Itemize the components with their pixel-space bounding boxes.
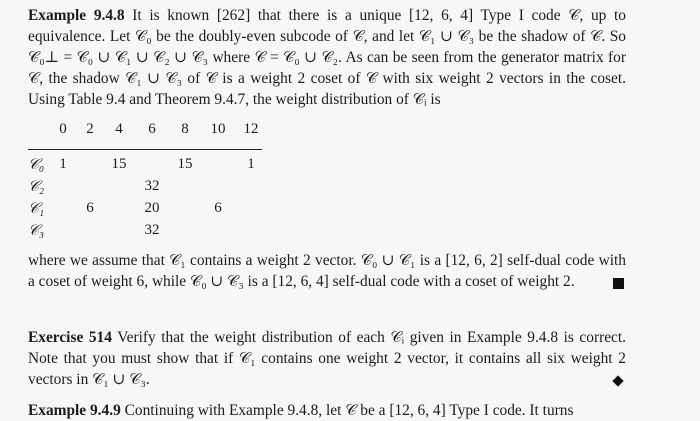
weight-distribution-table [28, 121, 268, 247]
header-cell: 0 [59, 121, 67, 137]
example-9-4-8-paragraph [28, 5, 626, 110]
example-text: It is known [262] that there is a unique [12, 6, 4] Type I code 𝒞, up to equivalence. Let 𝒞₀ be the doubly-even subcode of 𝒞, and let 𝒞₁ ∪ 𝒞₃ be the shadow of 𝒞. So 𝒞₀⊥ = 𝒞₀ ∪ 𝒞₁ ∪ 𝒞₂ ∪ 𝒞₃ where 𝒞 = 𝒞₀ ∪ 𝒞₂. As can be seen from the generator matrix for 𝒞, the shadow 𝒞₁ ∪ 𝒞₃ of 𝒞 is a weight 2 coset of 𝒞 with six weight 2 vectors in the coset. Using Table 9.4 and Theorem 9.4.7, the weight distribution of 𝒞ᵢ is [28, 7, 626, 108]
exercise-heading: Exercise 514 [28, 329, 112, 346]
header-cell: 6 [148, 121, 156, 137]
table-row [28, 200, 268, 222]
table-rule [28, 149, 262, 150]
table-row [28, 222, 268, 244]
example-heading: Example 9.4.8 [28, 7, 125, 24]
table-cell: 20 [144, 200, 160, 216]
table-cell: 6 [214, 200, 222, 216]
table-cell: 15 [111, 156, 127, 172]
table-cell: 6 [86, 200, 94, 216]
table-row [28, 156, 268, 178]
next-example-text: Continuing with Example 9.4.8, let 𝒞 be a [12, 6, 4] Type I code. It turns [120, 402, 574, 419]
row-label: 𝒞₁ [28, 201, 45, 217]
table-header [28, 121, 268, 143]
table-cell: 32 [144, 178, 160, 194]
header-cell: 12 [243, 121, 259, 137]
header-cell: 4 [115, 121, 123, 137]
table-row [28, 178, 268, 200]
end-of-exercise-diamond-icon [612, 375, 623, 386]
after-table-paragraph [28, 250, 626, 292]
exercise-514-paragraph [28, 327, 626, 390]
row-label: 𝒞₀ [28, 157, 45, 173]
header-cell: 8 [181, 121, 189, 137]
exercise-text: Verify that the weight distribution of each 𝒞ᵢ given in Example 9.4.8 is correct. Note that you must show that if 𝒞₁ contains one weight 2 vector, it contains all six weight 2 vectors in 𝒞₁ ∪ 𝒞₃. [28, 329, 626, 388]
after-table-text: where we assume that 𝒞₁ contains a weight 2 vector. 𝒞₀ ∪ 𝒞₁ is a [12, 6, 2] self-dual code with a coset of weight 6, while 𝒞₀ ∪ 𝒞₃ is a [12, 6, 4] self-dual code with a coset of weight 2. [28, 252, 626, 290]
example-9-4-9-paragraph [28, 400, 626, 421]
row-label: 𝒞₂ [28, 179, 45, 195]
next-example-heading: Example 9.4.9 [28, 402, 121, 419]
table-cell: 32 [144, 222, 160, 238]
end-of-example-square-icon [613, 278, 624, 289]
row-label: 𝒞₃ [28, 223, 45, 239]
table-cell: 15 [177, 156, 193, 172]
table-cell: 1 [59, 156, 67, 172]
table-cell: 1 [247, 156, 255, 172]
header-cell: 2 [86, 121, 94, 137]
header-cell: 10 [210, 121, 226, 137]
